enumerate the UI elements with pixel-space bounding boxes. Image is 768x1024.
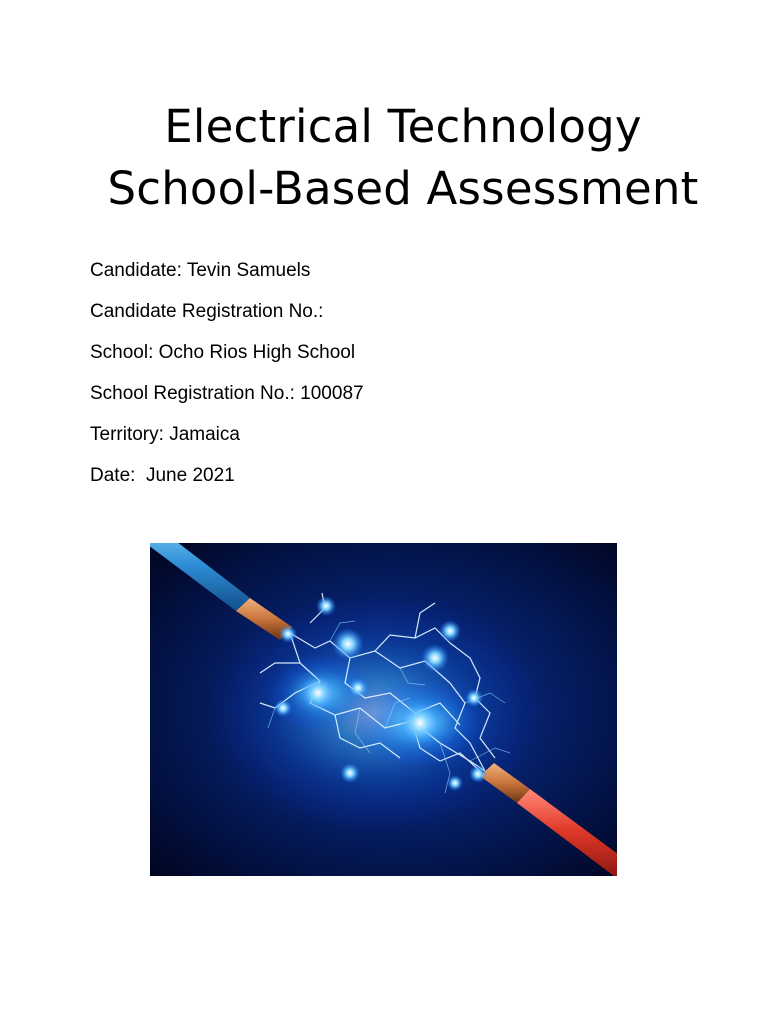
field-label: Date: [90, 465, 141, 486]
spark-dot [421, 644, 449, 672]
school-registration-field [90, 378, 364, 419]
wire-tip-glow [469, 765, 487, 783]
field-value: Tevin Samuels [186, 260, 311, 281]
field-label: Candidate Registration No.: [90, 301, 324, 322]
field-value: June 2021 [145, 465, 235, 486]
spark-dot [316, 596, 336, 616]
title-line-1: Electrical Technology [164, 100, 642, 153]
spark-dot [439, 620, 461, 642]
spark-dot [274, 699, 292, 717]
spark-dot [332, 628, 364, 660]
spark-dot [447, 775, 463, 791]
field-label: Territory: [90, 424, 164, 445]
spark-dot [465, 689, 483, 707]
field-label: Candidate: [90, 260, 182, 281]
candidate-field [90, 255, 364, 296]
wire-tip-glow [279, 625, 297, 643]
field-value: 100087 [300, 383, 364, 404]
field-label: School Registration No.: [90, 383, 295, 404]
date-field [90, 460, 364, 501]
spark-dot [300, 675, 336, 711]
spark-dot [398, 701, 442, 745]
school-field [90, 337, 364, 378]
document-title [0, 96, 768, 220]
field-value: Ocho Rios High School [158, 342, 356, 363]
candidate-registration-field [90, 296, 364, 337]
cover-details [90, 255, 364, 501]
electric-spark-image [150, 543, 617, 876]
spark-dot [340, 763, 360, 783]
territory-field [90, 419, 364, 460]
spark-dot [348, 678, 368, 698]
field-label: School: [90, 342, 154, 363]
field-value: Jamaica [169, 424, 240, 445]
title-line-2: School-Based Assessment [107, 162, 699, 215]
